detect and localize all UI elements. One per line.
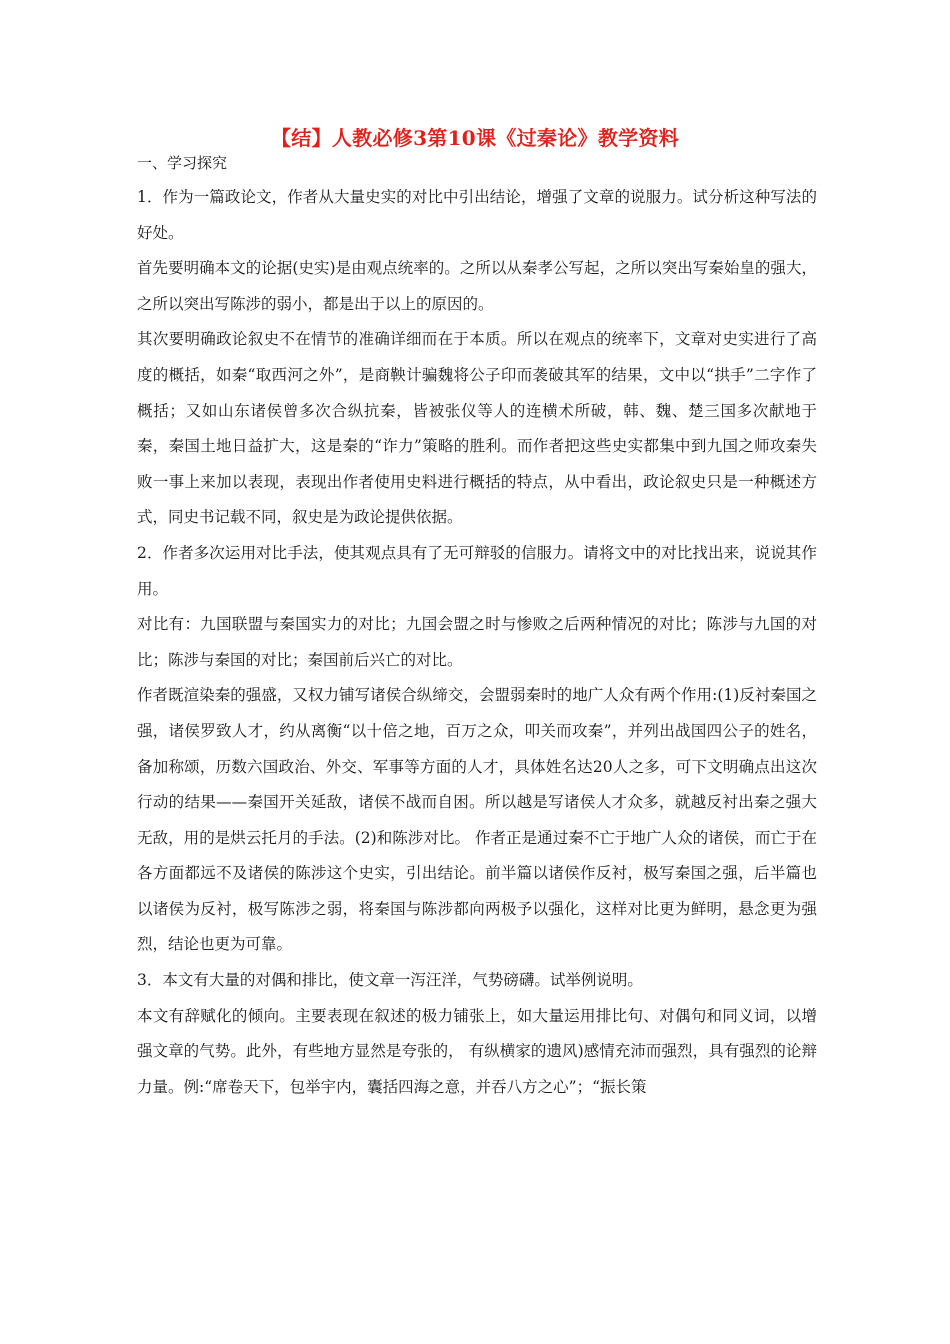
- paragraph-question-1: 1．作为一篇政论文，作者从大量史实的对比中引出结论，增强了文章的说服力。试分析这种写法的好处。: [137, 188, 817, 242]
- paragraph: 对比有：九国联盟与秦国实力的对比；九国会盟之时与惨败之后两种情况的对比；陈涉与九国的对比；陈涉与秦国的对比；秦国前后兴亡的对比。: [137, 615, 817, 669]
- paragraph-question-3: 3．本文有大量的对偶和排比，使文章一泻汪洋，气势磅礴。试举例说明。: [137, 971, 643, 990]
- document-title: 【结】人教必修3第10课《过秦论》教学资料: [270, 126, 680, 150]
- paragraph: 首先要明确本文的论据(史实)是由观点统率的。之所以从秦孝公写起，之所以突出写秦始皇的强大，之所以突出写陈涉的弱小，都是出于以上的原因的。: [137, 259, 817, 313]
- paragraph: 作者既渲染秦的强盛，又权力铺写诸侯合纵缔交，会盟弱秦时的地广人众有两个作用:(1)反衬秦国之强，诸侯罗致人才，约从离衡“以十倍之地，百万之众，叩关而攻秦”，并列出战国四公子的姓名，备加称颂，历数六国政治、外交、军事等方面的人才，具体姓名达20人之多，可下文明确点出这次行动的结果——秦国开关延敌，诸侯不战而自困。所以越是写诸侯人才众多，就越反衬出秦之强大无敌，用的是烘云托月的手法。(2)和陈涉对比。 作者正是通过秦不亡于地广人众的诸侯，而亡于在各方面都远不及诸侯的陈涉这个史实，引出结论。前半篇以诸侯作反衬，极写秦国之强，后半篇也以诸侯为反衬，极写陈涉之弱，将秦国与陈涉都向两极予以强化，这样对比更为鲜明，悬念更为强烈，结论也更为可靠。: [137, 686, 817, 954]
- paragraph: 本文有辞赋化的倾向。主要表现在叙述的极力铺张上，如大量运用排比句、对偶句和同义词，以增强文章的气势。此外，有些地方显然是夸张的， 有纵横家的遗风)感情充沛而强烈，具有强烈的论辩力量。例:“席卷天下，包举宇内，囊括四海之意，并吞八方之心”；“振长策: [137, 1006, 817, 1096]
- paragraph-question-2: 2．作者多次运用对比手法，使其观点具有了无可辩驳的信服力。请将文中的对比找出来，说说其作用。: [137, 543, 817, 598]
- paragraph: 其次要明确政论叙史不在情节的准确详细而在于本质。所以在观点的统率下，文章对史实进行了高度的概括，如秦“取西河之外”，是商鞅计骗魏将公子印而袭破其军的结果，文中以“拱手”二字作了概括；又如山东诸侯曾多次合纵抗秦，皆被张仪等人的连横术所破，韩、魏、楚三国多次献地于秦，秦国土地日益扩大，这是秦的“诈力”策略的胜利。而作者把这些史实都集中到九国之师攻秦失败一事上来加以表现，表现出作者使用史料进行概括的特点，从中看出，政论叙史只是一种概述方式，同史书记载不同，叙史是为政论提供依据。: [137, 330, 817, 527]
- document-body: [137, 180, 817, 1105]
- section-heading: 一、学习探究: [137, 154, 228, 172]
